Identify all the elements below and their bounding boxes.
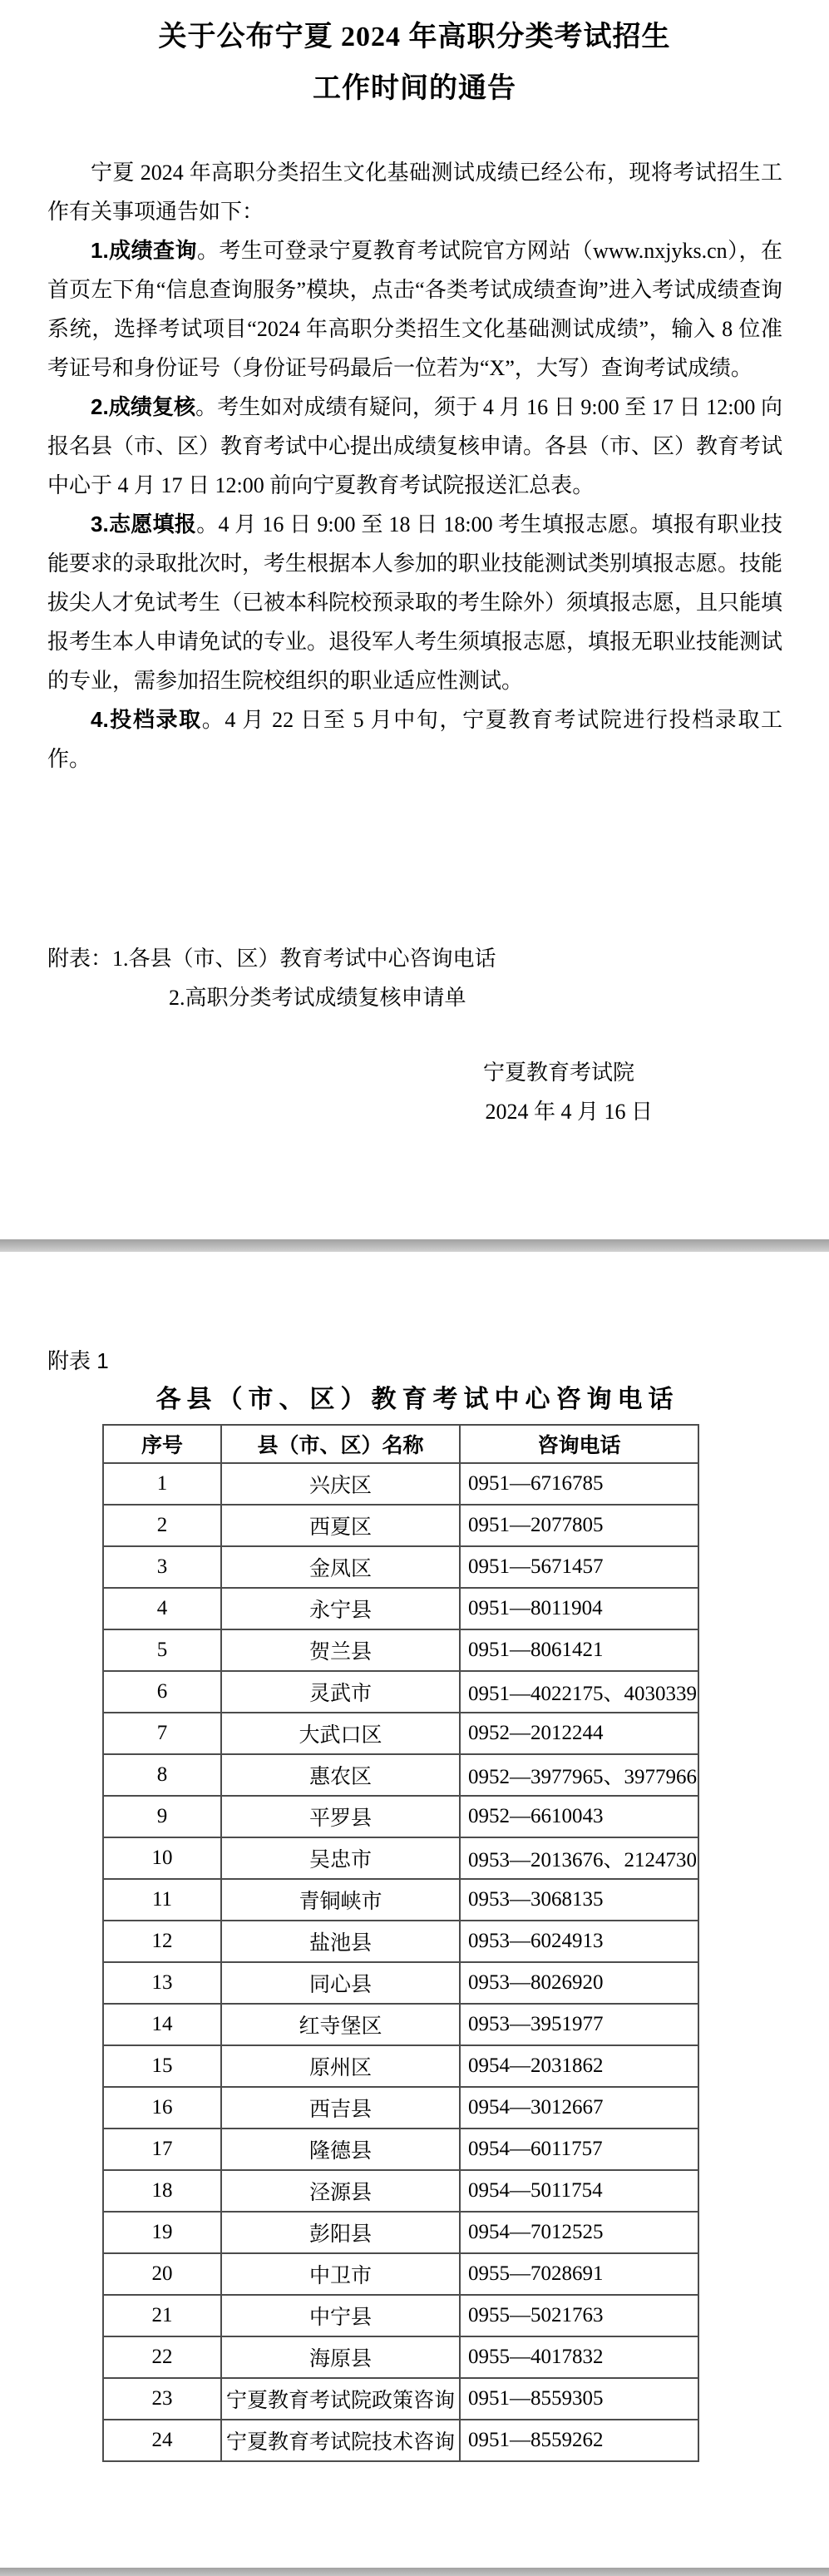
- cell-name: 红寺堡区: [221, 2004, 460, 2045]
- cell-phone: 0952—6610043: [460, 1796, 698, 1837]
- notice-paragraph: [47, 505, 782, 700]
- cell-phone: 0951—8011904: [460, 1588, 698, 1629]
- cell-serial: 20: [103, 2253, 221, 2295]
- table-row: [103, 2212, 698, 2253]
- cell-serial: 10: [103, 1837, 221, 1879]
- cell-serial: 2: [103, 1505, 221, 1546]
- table-row: [103, 1629, 698, 1671]
- table-header-row: [103, 1425, 698, 1463]
- cell-name: 海原县: [221, 2336, 460, 2378]
- notice-title-line2: 工作时间的通告: [313, 73, 516, 104]
- paragraph-label: 1.成绩查询: [91, 238, 197, 263]
- cell-serial: 18: [103, 2170, 221, 2212]
- table-row: [103, 2336, 698, 2378]
- table-row: [103, 1463, 698, 1505]
- cell-phone: 0953—6024913: [460, 1921, 698, 1962]
- notice-paragraph: [47, 231, 782, 388]
- table-row: [103, 1671, 698, 1713]
- table-row: [103, 2420, 698, 2461]
- page-separator: [0, 1239, 829, 1252]
- cell-phone: 0952—2012244: [460, 1713, 698, 1754]
- paragraph-text: 。4 月 16 日 9:00 至 18 日 18:00 考生填报志愿。填报有职业技能要求的录取批次时，考生根据本人参加的职业技能测试类别填报志愿。技能拔尖人才免试考生（已被本科院校预录取的考生除外）须填报志愿，且只能填报考生本人申请免试的专业。退役军人考生须填报志愿，填报无职业技能测试的专业，需参加招生院校组织的职业适应性测试。: [47, 512, 783, 693]
- cell-serial: 8: [103, 1754, 221, 1796]
- header-serial: 序号: [103, 1425, 221, 1463]
- cell-name: 大武口区: [221, 1713, 460, 1754]
- cell-serial: 11: [103, 1879, 221, 1921]
- table-row: [103, 1879, 698, 1921]
- cell-serial: 16: [103, 2087, 221, 2129]
- issue-date: 2024 年 4 月 16 日: [485, 1100, 653, 1124]
- attachments-line2: 2.高职分类考试成绩复核申请单: [169, 986, 466, 1010]
- cell-serial: 14: [103, 2004, 221, 2045]
- phone-table-head: [103, 1425, 698, 1463]
- table-row: [103, 1713, 698, 1754]
- table-row: [103, 1546, 698, 1588]
- notice-title-line1: 关于公布宁夏 2024 年高职分类考试招生: [158, 22, 671, 52]
- cell-name: 隆德县: [221, 2129, 460, 2170]
- cell-serial: 3: [103, 1546, 221, 1588]
- table-row: [103, 2045, 698, 2087]
- cell-phone: 0955—7028691: [460, 2253, 698, 2295]
- table-row: [103, 2378, 698, 2420]
- cell-phone: 0953—2013676、2124730: [460, 1837, 698, 1879]
- cell-name: 同心县: [221, 1962, 460, 2004]
- cell-name: 西夏区: [221, 1505, 460, 1546]
- cell-name: 中卫市: [221, 2253, 460, 2295]
- cell-serial: 17: [103, 2129, 221, 2170]
- paragraph-text: 。考生可登录宁夏教育考试院官方网站（www.nxjyks.cn），在首页左下角“信息查询服务”模块，点击“各类考试成绩查询”进入考试成绩查询系统，选择考试项目“2024 年高职分类招生文化基础测试成绩”，输入 8 位准考证号和身份证号（身份证号码最后一位若为“X”，大写）查询考试成绩。: [47, 239, 782, 380]
- cell-phone: 0954—5011754: [460, 2170, 698, 2212]
- cell-serial: 5: [103, 1629, 221, 1671]
- cell-phone: 0952—3977965、3977966: [460, 1754, 698, 1796]
- cell-phone: 0955—4017832: [460, 2336, 698, 2378]
- cell-serial: 4: [103, 1588, 221, 1629]
- table-row: [103, 1837, 698, 1879]
- notice-title: [0, 12, 829, 115]
- cell-serial: 13: [103, 1962, 221, 2004]
- cell-serial: 19: [103, 2212, 221, 2253]
- cell-phone: 0954—7012525: [460, 2212, 698, 2253]
- cell-name: 吴忠市: [221, 1837, 460, 1879]
- cell-phone: 0954—6011757: [460, 2129, 698, 2170]
- table-row: [103, 2129, 698, 2170]
- appendix-table-title: 各县（市、区）教育考试中心咨询电话: [155, 1386, 679, 1413]
- cell-phone: 0951—8061421: [460, 1629, 698, 1671]
- paragraph-text: 。4 月 22 日至 5 月中旬，宁夏教育考试院进行投档录取工作。: [47, 708, 782, 771]
- attachments-note: [47, 939, 782, 1017]
- appendix-label: 附表 1: [47, 1348, 109, 1373]
- cell-phone: 0951—6716785: [460, 1463, 698, 1505]
- cell-phone: 0951—8559262: [460, 2420, 698, 2461]
- cell-name: 惠农区: [221, 1754, 460, 1796]
- cell-phone: 0954—3012667: [460, 2087, 698, 2129]
- notice-body: [47, 153, 782, 779]
- table-row: [103, 2170, 698, 2212]
- header-phone: 咨询电话: [460, 1425, 698, 1463]
- cell-name: 永宁县: [221, 1588, 460, 1629]
- cell-serial: 1: [103, 1463, 221, 1505]
- cell-phone: 0953—8026920: [460, 1962, 698, 2004]
- cell-name: 原州区: [221, 2045, 460, 2087]
- paragraph-label: 2.成绩复核: [91, 394, 196, 419]
- cell-serial: 22: [103, 2336, 221, 2378]
- cell-name: 中宁县: [221, 2295, 460, 2336]
- table-row: [103, 2253, 698, 2295]
- cell-name: 灵武市: [221, 1671, 460, 1713]
- cell-serial: 21: [103, 2295, 221, 2336]
- table-row: [103, 1962, 698, 2004]
- paragraph-label: 4.投档录取: [91, 707, 202, 732]
- cell-name: 平罗县: [221, 1796, 460, 1837]
- cell-name: 盐池县: [221, 1921, 460, 1962]
- issuer-name: 宁夏教育考试院: [482, 1061, 634, 1085]
- phone-table-body: [103, 1463, 698, 2461]
- page-separator-bottom: [0, 2568, 829, 2576]
- cell-phone: 0951—8559305: [460, 2378, 698, 2420]
- table-row: [103, 2087, 698, 2129]
- cell-serial: 12: [103, 1921, 221, 1962]
- cell-name: 宁夏教育考试院政策咨询: [221, 2378, 460, 2420]
- cell-phone: 0953—3951977: [460, 2004, 698, 2045]
- cell-name: 彭阳县: [221, 2212, 460, 2253]
- cell-serial: 7: [103, 1713, 221, 1754]
- notice-paragraph: [47, 388, 782, 505]
- table-row: [103, 2004, 698, 2045]
- table-row: [103, 1796, 698, 1837]
- signature-block: [47, 1053, 782, 1131]
- cell-phone: 0954—2031862: [460, 2045, 698, 2087]
- notice-paragraph: [47, 700, 782, 779]
- cell-name: 金凤区: [221, 1546, 460, 1588]
- cell-name: 青铜峡市: [221, 1879, 460, 1921]
- notice-paragraph: [47, 153, 782, 231]
- cell-phone: 0955—5021763: [460, 2295, 698, 2336]
- cell-serial: 23: [103, 2378, 221, 2420]
- table-row: [103, 1754, 698, 1796]
- table-row: [103, 1921, 698, 1962]
- cell-name: 宁夏教育考试院技术咨询: [221, 2420, 460, 2461]
- table-row: [103, 1588, 698, 1629]
- attachments-line1: 附表：1.各县（市、区）教育考试中心咨询电话: [47, 947, 496, 971]
- cell-serial: 6: [103, 1671, 221, 1713]
- paragraph-text: 。考生如对成绩有疑问，须于 4 月 16 日 9:00 至 17 日 12:00 向报名县（市、区）教育考试中心提出成绩复核申请。各县（市、区）教育考试中心于 4 月 17 日 12:00 前向宁夏教育考试院报送汇总表。: [47, 395, 783, 497]
- cell-phone: 0951—5671457: [460, 1546, 698, 1588]
- cell-phone: 0951—2077805: [460, 1505, 698, 1546]
- cell-serial: 9: [103, 1796, 221, 1837]
- cell-name: 兴庆区: [221, 1463, 460, 1505]
- cell-phone: 0951—4022175、4030339: [460, 1671, 698, 1713]
- cell-name: 泾源县: [221, 2170, 460, 2212]
- cell-serial: 24: [103, 2420, 221, 2461]
- table-row: [103, 2295, 698, 2336]
- cell-serial: 15: [103, 2045, 221, 2087]
- header-name: 县（市、区）名称: [221, 1425, 460, 1463]
- paragraph-label: 3.志愿填报: [91, 512, 197, 536]
- cell-name: 西吉县: [221, 2087, 460, 2129]
- paragraph-text: 宁夏 2024 年高职分类招生文化基础测试成绩已经公布，现将考试招生工作有关事项通告如下：: [47, 161, 782, 224]
- cell-name: 贺兰县: [221, 1629, 460, 1671]
- cell-phone: 0953—3068135: [460, 1879, 698, 1921]
- phone-table: [102, 1424, 699, 2462]
- table-row: [103, 1505, 698, 1546]
